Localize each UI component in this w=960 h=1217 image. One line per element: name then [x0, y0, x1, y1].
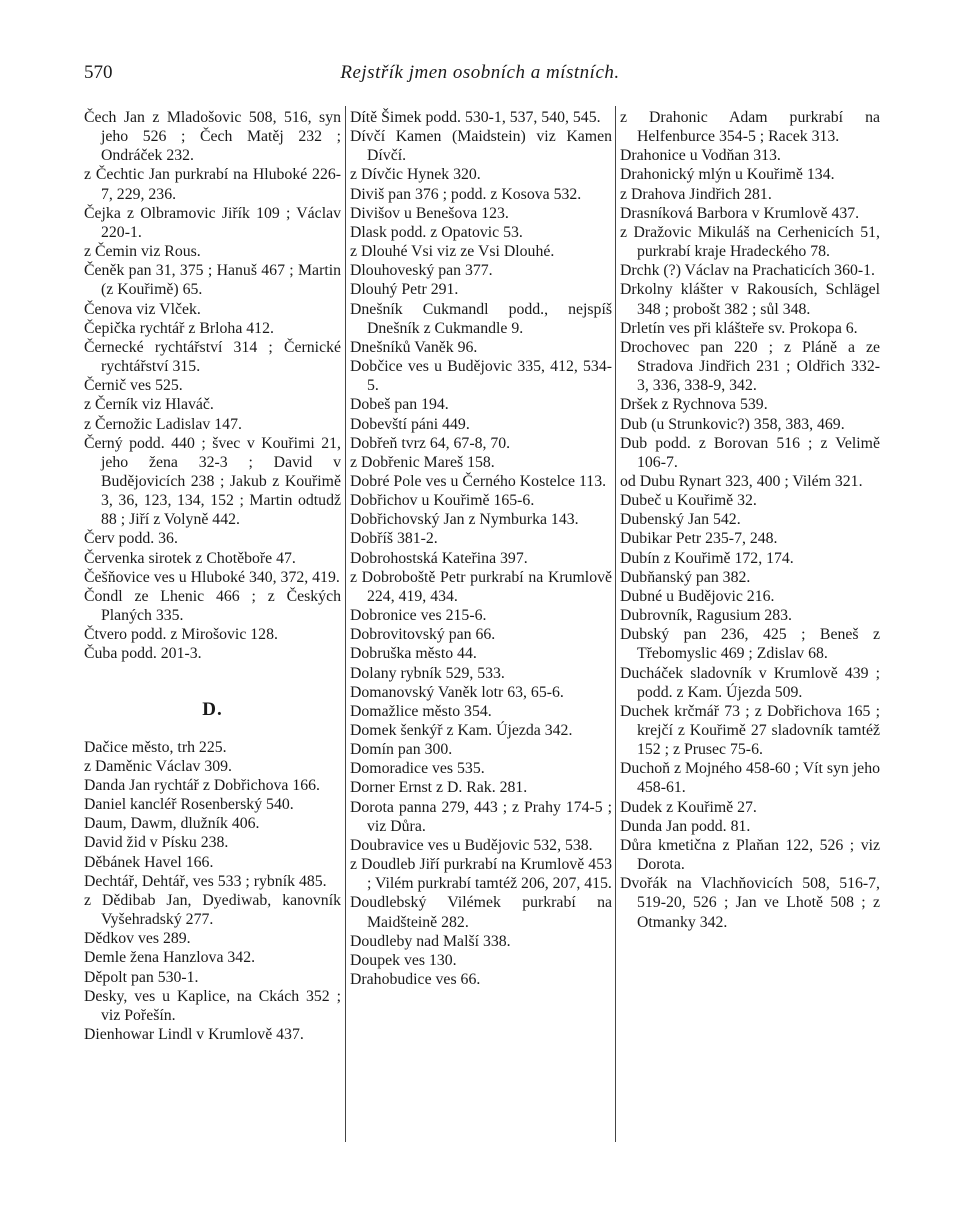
index-entry: Duchoň z Mojného 458-60 ; Vít syn jeho 458-61.: [620, 760, 880, 797]
index-entry: Červ podd. 36.: [84, 530, 178, 548]
index-entry: Divišov u Benešova 123.: [350, 204, 509, 222]
index-entry: Dnešníků Vaněk 96.: [350, 338, 478, 356]
column-rule-1: [345, 106, 346, 1142]
index-entry: Diviš pan 376 ; podd. z Kosova 532.: [350, 185, 582, 203]
index-entry: Dubský pan 236, 425 ; Beneš z Třebomyslic 469 ; Zdislav 68.: [620, 626, 880, 663]
index-entry: Drkolny klášter v Rakousích, Schlägel 348 ; probošt 382 ; sůl 348.: [620, 281, 880, 318]
index-entry: Daum, Dawm, dlužník 406.: [84, 815, 260, 833]
index-entry: Děbánek Havel 166.: [84, 853, 214, 871]
index-entry: Dobřichov u Kouřimě 165-6.: [350, 492, 535, 510]
index-entry: Desky, ves u Kaplice, na Ckách 352 ; viz Pořešín.: [84, 987, 341, 1024]
index-entry: Domoradice ves 535.: [350, 760, 485, 778]
index-entry: Duchek krčmář 73 ; z Dobřichova 165 ; krejčí z Kouřimě 27 sladovník tamtéž 152 ; z Prusec 75-6.: [620, 702, 880, 759]
index-entry: z Drahonic Adam purkrabí na Helfenburce 354-5 ; Racek 313.: [620, 109, 880, 146]
index-entry: Čuba podd. 201-3.: [84, 645, 202, 663]
index-entry: Dienhowar Lindl v Krumlově 437.: [84, 1026, 304, 1044]
index-entry: Dub (u Strunkovic?) 358, 383, 469.: [620, 415, 845, 433]
index-entry: David žid v Písku 238.: [84, 834, 229, 852]
index-column-1: [84, 108, 341, 1208]
running-title: Rejstřík jmen osobních a místních.: [340, 62, 620, 83]
index-entry: Čenova viz Vlček.: [84, 300, 201, 318]
index-entry: Čech Jan z Mladošovic 508, 516, syn jeho 526 ; Čech Matěj 232 ; Ondráček 232.: [84, 109, 341, 165]
index-entry: Daniel kancléř Rosenberský 540.: [84, 796, 294, 814]
index-entry: Doudleby nad Malší 338.: [350, 932, 511, 950]
index-entry: Dunda Jan podd. 81.: [620, 817, 751, 835]
index-entry: Dítě Šimek podd. 530-1, 537, 540, 545.: [350, 109, 601, 126]
index-column-3: [620, 108, 880, 1208]
index-entry: Dědkov ves 289.: [84, 930, 191, 948]
index-entry: Čeněk pan 31, 375 ; Hanuš 467 ; Martin (z Kouřimě) 65.: [84, 262, 341, 299]
index-entry: Čondl ze Lhenic 466 ; z Českých Planých 335.: [84, 587, 341, 625]
index-entry: Domín pan 300.: [350, 741, 453, 759]
index-entry: Drahonice u Vodňan 313.: [620, 147, 781, 165]
index-entry: Drahonický mlýn u Kouřimě 134.: [620, 166, 835, 184]
index-entry: Dubenský Jan 542.: [620, 511, 741, 529]
index-entry: z Dobroboště Petr purkrabí na Krumlově 224, 419, 434.: [350, 568, 612, 605]
page-number: 570: [84, 62, 113, 83]
index-entry: Dačice město, trh 225.: [84, 738, 227, 756]
index-entry: Dubikar Petr 235-7, 248.: [620, 530, 778, 548]
index-entry: Doudlebský Vilémek purkrabí na Maidšteině 282.: [350, 894, 612, 931]
index-entry: z Černík viz Hlaváč.: [84, 396, 214, 414]
index-entry: Čejka z Olbramovic Jiřík 109 ; Václav 220-1.: [84, 204, 341, 241]
index-entry: Dubňanský pan 382.: [620, 568, 751, 586]
index-entry: Češňovice ves u Hluboké 340, 372, 419.: [84, 568, 340, 586]
index-entry: z Dobřenic Mareš 158.: [350, 453, 495, 471]
index-entry: Drasníková Barbora v Krumlově 437.: [620, 204, 860, 222]
index-entry: Drletín ves při klášteře sv. Prokopa 6.: [620, 319, 858, 337]
index-entry: Drchk (?) Václav na Prachaticích 360-1.: [620, 262, 875, 280]
index-entry: Dobevští páni 449.: [350, 415, 470, 433]
index-entry: Dobronice ves 215-6.: [350, 607, 487, 625]
index-entry: Dvořák na Vlachňovicích 508, 516-7, 519-20, 526 ; Jan ve Lhotě 508 ; z Otmanky 342.: [620, 875, 880, 931]
index-entry: Danda Jan rychtář z Dobřichova 166.: [84, 777, 320, 794]
index-entry: Černý podd. 440 ; švec v Kouřimi 21, jeho žena 32-3 ; David v Budějovicích 238 ; Jakub z Kouřimě 3, 36, 123, 134, 152 ; Martin odtudž 88 ; Jiří z Volyně 442.: [84, 434, 341, 529]
index-entry: Dobré Pole ves u Černého Kostelce 113.: [350, 472, 607, 490]
index-entry: Dívčí Kamen (Maidstein) viz Kamen Dívčí.: [350, 128, 612, 165]
index-entry: Dobříš 381-2.: [350, 530, 438, 548]
index-entry: Čtvero podd. z Mirošovic 128.: [84, 626, 278, 644]
index-entry: Dobčice ves u Budějovic 335, 412, 534-5.: [350, 358, 612, 395]
index-entry: Černecké rychtářství 314 ; Černické rychtářství 315.: [84, 338, 341, 376]
column-rule-2: [615, 106, 616, 1142]
section-letter-heading: D.: [202, 698, 223, 720]
index-entry: Drochovec pan 220 ; z Pláně a ze Stradova Jindřich 231 ; Oldřich 332-3, 336, 338-9, 342.: [620, 338, 880, 395]
index-entry: Dubné u Budějovic 216.: [620, 587, 775, 605]
index-entry: z Daměnic Václav 309.: [84, 757, 232, 775]
index-entry: Doubravice ves u Budějovic 532, 538.: [350, 836, 593, 854]
index-entry: Dubín z Kouřimě 172, 174.: [620, 549, 794, 567]
index-entry: Dršek z Rychnova 539.: [620, 396, 768, 414]
index-entry: z Drahova Jindřich 281.: [620, 185, 772, 203]
index-entry: Dolany rybník 529, 533.: [350, 664, 505, 682]
index-entry: Dorota panna 279, 443 ; z Prahy 174-5 ; viz Důra.: [350, 798, 612, 835]
index-entry: Demle žena Hanzlova 342.: [84, 949, 256, 967]
index-entry: Dobrovitovský pan 66.: [350, 626, 496, 644]
index-entry: Drahobudice ves 66.: [350, 971, 481, 989]
index-entry: Dobřichovský Jan z Nymburka 143.: [350, 511, 579, 529]
index-entry: z Černožic Ladislav 147.: [84, 415, 242, 433]
index-entry: Dlouhoveský pan 377.: [350, 262, 493, 280]
index-entry: Doupek ves 130.: [350, 951, 457, 969]
index-entry: Dobřeň tvrz 64, 67-8, 70.: [350, 434, 511, 452]
index-entry: z Dědibab Jan, Dyediwab, kanovník Vyšehradský 277.: [84, 891, 341, 929]
index-entry: Dechtář, Dehtář, ves 533 ; rybník 485.: [84, 872, 327, 890]
index-entry: z Dražovic Mikuláš na Cerhenicích 51, purkrabí kraje Hradeckého 78.: [620, 223, 880, 261]
index-entry: Domek šenkýř z Kam. Újezda 342.: [350, 722, 573, 739]
index-entry: z Dlouhé Vsi viz ze Vsi Dlouhé.: [350, 243, 555, 261]
index-entry: Dub podd. z Borovan 516 ; z Velimě 106-7.: [620, 434, 880, 471]
index-entry: Domažlice město 354.: [350, 702, 492, 720]
index-entry: Dobrohostská Kateřina 397.: [350, 549, 528, 567]
index-entry: z Dívčic Hynek 320.: [350, 166, 481, 184]
index-entry: Dobeš pan 194.: [350, 396, 449, 414]
index-entry: Černič ves 525.: [84, 377, 183, 395]
index-entry: Dudek z Kouřimě 27.: [620, 798, 757, 816]
index-entry: z Doudleb Jiří purkrabí na Krumlově 453 ; Vilém purkrabí tamtéž 206, 207, 415.: [350, 856, 612, 893]
index-entry: Dorner Ernst z D. Rak. 281.: [350, 779, 528, 797]
index-entry: Červenka sirotek z Chotěboře 47.: [84, 549, 296, 567]
index-column-2: [350, 108, 612, 1208]
index-entry: Čepička rychtář z Brloha 412.: [84, 319, 274, 337]
index-entry: Domanovský Vaněk lotr 63, 65-6.: [350, 683, 564, 701]
index-entry: od Dubu Rynart 323, 400 ; Vilém 321.: [620, 472, 863, 490]
index-entry: z Čemin viz Rous.: [84, 243, 201, 261]
index-entry: Dlouhý Petr 291.: [350, 281, 459, 299]
index-entry: Dlask podd. z Opatovic 53.: [350, 223, 523, 241]
index-entry: Dubeč u Kouřimě 32.: [620, 492, 757, 510]
index-entry: Děpolt pan 530-1.: [84, 968, 199, 986]
index-entry: Důra kmetična z Plaňan 122, 526 ; viz Dorota.: [620, 836, 880, 874]
index-entry: Dubrovník, Ragusium 283.: [620, 607, 793, 625]
index-entry: Dobruška město 44.: [350, 645, 477, 663]
index-entry: Ducháček sladovník v Krumlově 439 ; podd. z Kam. Újezda 509.: [620, 664, 880, 701]
index-entry: Dnešník Cukmandl podd., nejspíš Dnešník z Cukmandle 9.: [350, 300, 612, 337]
index-entry: z Čechtic Jan purkrabí na Hluboké 226-7, 229, 236.: [84, 166, 341, 203]
